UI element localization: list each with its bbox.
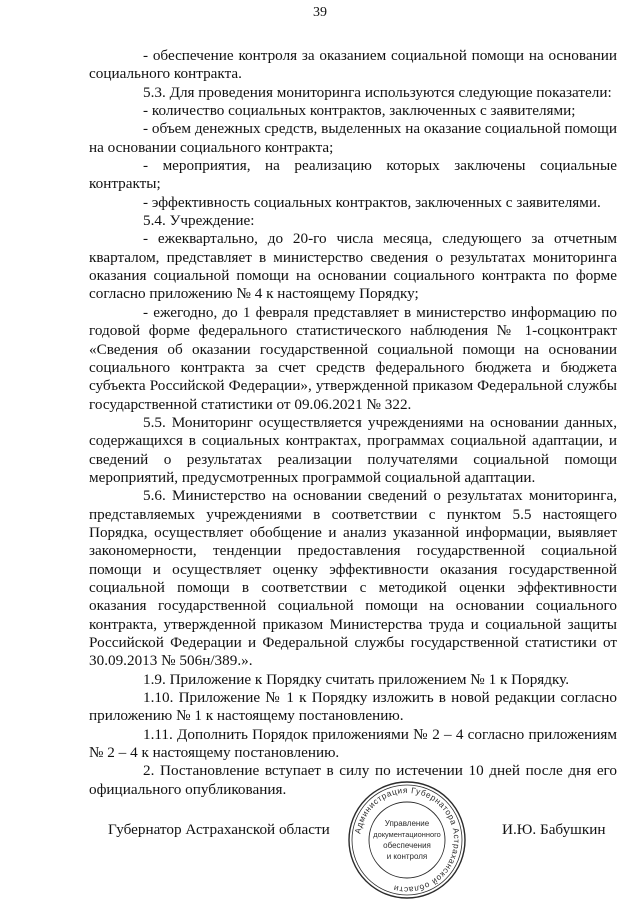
signatory-name: И.Ю. Бабушкин <box>502 821 606 838</box>
signatory-position: Губернатор Астраханской области <box>108 821 330 838</box>
paragraph: - эффективность социальных контрактов, заключенных с заявителями. <box>143 193 601 211</box>
svg-text:Управление: Управление <box>384 819 430 828</box>
paragraph: 1.10. Приложение № 1 к Порядку изложить в новой редакции согласно приложению № 1 к настоящему постановлению. <box>89 689 617 725</box>
paragraph: 5.4. Учреждение: <box>143 212 255 230</box>
paragraph: - ежеквартально, до 20-го числа месяца, следующего за отчетным кварталом, представляет в министерство сведения о результатах мониторинга оказания социальной помощи на основании социального контракта по форме согласно приложению № 4 к настоящему Порядку; <box>89 230 617 303</box>
paragraph: 1.11. Дополнить Порядок приложениями № 2 – 4 согласно приложениям № 2 – 4 к настоящему постановлению. <box>89 725 617 762</box>
svg-text:Администрация Губернатора Астр: Администрация Губернатора Астраханской области <box>352 784 463 896</box>
paragraph: 1.9. Приложение к Порядку считать приложением № 1 к Порядку. <box>143 670 570 688</box>
paragraph: 5.3. Для проведения мониторинга используются следующие показатели: <box>143 83 612 101</box>
paragraph: - объем денежных средств, выделенных на оказание социальной помощи на основании социального контракта; <box>89 120 617 156</box>
paragraph: - обеспечение контроля за оказанием социальной помощи на основании социального контракта. <box>89 47 617 83</box>
paragraph: 5.6. Министерство на основании сведений о результатах мониторинга, представляемых учреждениями в соответствии с пунктом 5.5 настоящего Порядка, осуществляет обобщение и анализ указанной информации, выявляет закономерности, тенденции предоставления государственной социальной помощи и осуществляет оценку эффективности оказания государственной социальной помощи в соответствии с методикой оценки эффективности оказания государственной социальной помощи на основании социального контракта, утвержденной приказом Министерства труда и социальной защиты Российской Федерации и Федеральной службы государственной статистики от 30.09.2013 № 506н/389.». <box>89 487 617 670</box>
svg-text:обеспечения: обеспечения <box>383 841 431 850</box>
svg-text:и контроля: и контроля <box>386 852 428 861</box>
paragraph: - мероприятия, на реализацию которых заключены социальные контракты; <box>89 157 617 193</box>
stamp-seal-icon <box>345 778 469 902</box>
paragraph: - ежегодно, до 1 февраля представляет в министерство информацию по годовой форме федерального статистического наблюдения № 1-соцконтракт «Сведения об оказании государственной социальной помощи на основании социального контракта за счет средств федерального бюджета и бюджета субъекта Российской Федерации», утвержденной приказом Федеральной службы государственной статистики от 09.06.2021 № 322. <box>89 303 617 413</box>
document-body <box>89 47 617 799</box>
page-number: 39 <box>313 5 327 20</box>
official-stamp <box>345 778 469 902</box>
paragraph: - количество социальных контрактов, заключенных с заявителями; <box>143 102 576 120</box>
paragraph: 5.5. Мониторинг осуществляется учреждениями на основании данных, содержащихся в социальных контрактах, программах социальной адаптации, и сведений о результатах реализации получателями социальной помощи мероприятий, предусмотренных программой социальной адаптации. <box>89 413 617 486</box>
svg-text:документационного: документационного <box>373 830 441 839</box>
paragraph: 2. Постановление вступает в силу по истечении 10 дней после дня его официального опубликования. <box>89 762 617 798</box>
